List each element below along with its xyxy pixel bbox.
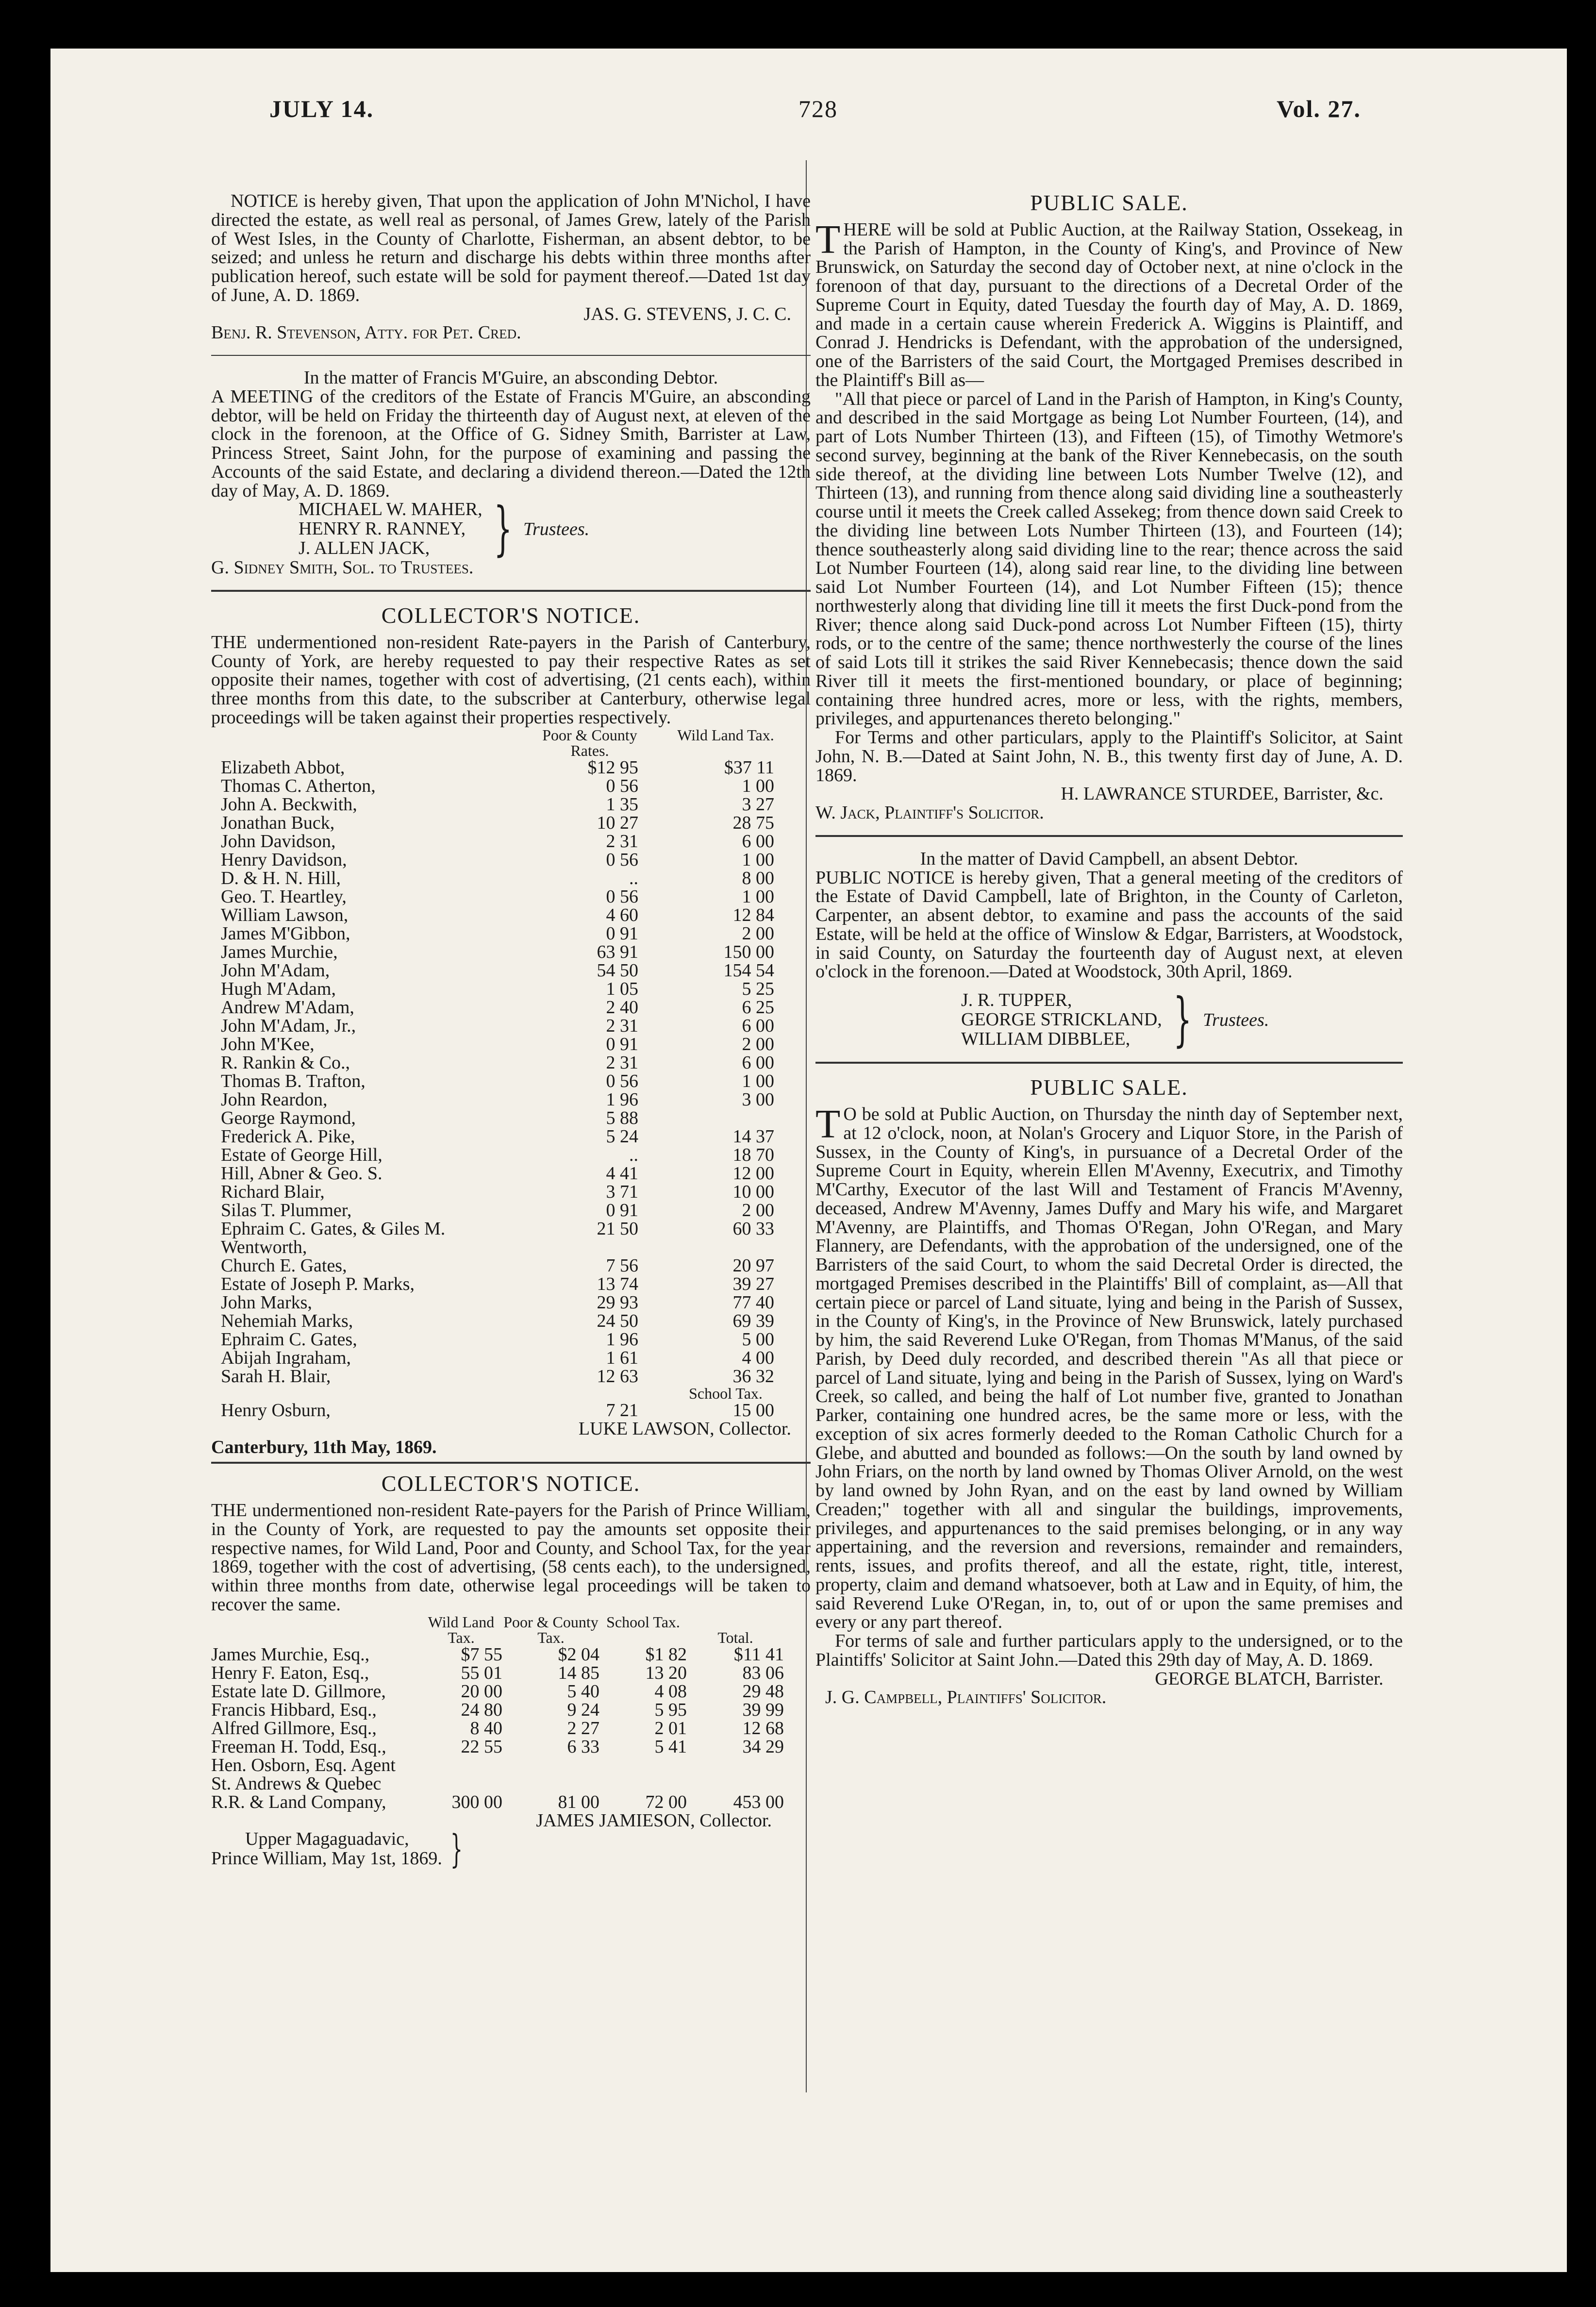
cell-value: 1 61 [606, 1347, 638, 1368]
ratepayer-name: John M'Adam, Jr., [221, 1015, 356, 1036]
cell-value: 1 96 [606, 1089, 638, 1110]
ratepayer-name: Andrew M'Adam, [221, 997, 354, 1018]
ratepayer-name: James Murchie, Esq., [211, 1644, 370, 1665]
trustee-name: GEORGE STRICKLAND, [961, 1009, 1162, 1030]
cell-value: 1 00 [742, 886, 774, 907]
column-header: Poor & County Tax. [503, 1613, 598, 1646]
cell-value: 10 00 [732, 1181, 774, 1202]
cell-value: 1 96 [606, 1329, 638, 1350]
cell-value: 6 33 [567, 1736, 599, 1757]
cell-value: 24 80 [461, 1699, 502, 1720]
cell-value: 453 00 [733, 1791, 784, 1812]
divider [815, 1062, 1403, 1064]
ratepayer-name: Nehemiah Marks, [221, 1310, 353, 1331]
table-row [221, 1293, 794, 1312]
table-row [221, 758, 794, 777]
cell-value: 7 21 [606, 1400, 638, 1421]
ratepayer-name: Ephraim C. Gates, [221, 1329, 357, 1350]
ratepayer-name: Church E. Gates, [221, 1255, 347, 1276]
cell-value: 4 41 [606, 1163, 638, 1184]
ratepayer-name: Hill, Abner & Geo. S. [221, 1163, 382, 1184]
ratepayer-name: Thomas B. Trafton, [221, 1070, 366, 1091]
cell-value: $12 95 [587, 757, 638, 778]
cell-value: 9 24 [567, 1699, 599, 1720]
table-row [221, 1367, 794, 1386]
notice-text: THE undermentioned non-resident Rate-payers for the Parish of Prince William, in the County of York, are requested to pay the amounts set opposite their respective names, for Wild Land, Poor and County, and School Tax, for the year 1869, together with the cost of advertising, (58 cents each), to the undersigned, within three months from date, otherwise legal proceedings will be taken to recover the same. [211, 1500, 811, 1615]
page-number: 728 [798, 95, 838, 122]
notice-heading: In the matter of David Campbell, an absent Debtor. [920, 848, 1298, 869]
cell-value: 300 00 [451, 1791, 502, 1812]
cell-value: 4 60 [606, 904, 638, 925]
mcnichol-notice [211, 192, 811, 342]
cell-value: 0 91 [606, 923, 638, 944]
cell-value: 0 56 [606, 849, 638, 870]
cell-value: 29 93 [597, 1292, 638, 1313]
table-row [211, 1701, 784, 1719]
cell-value: 10 27 [597, 812, 638, 833]
ratepayer-name: John M'Adam, [221, 960, 330, 981]
table-row [221, 980, 794, 998]
volume-number: Vol. 27. [1277, 95, 1361, 122]
sussex-public-sale [815, 1076, 1403, 1707]
cell-value: 20 97 [732, 1255, 774, 1276]
notice-solicitor: J. G. Campbell, Plaintiffs' Solicitor. [825, 1687, 1107, 1708]
notice-date: Canterbury, 11th May, 1869. [211, 1437, 437, 1458]
table-row [221, 1183, 794, 1201]
table-row [221, 1330, 794, 1349]
table-row [221, 1090, 794, 1109]
cell-value: 72 00 [645, 1791, 687, 1812]
table-row [211, 1682, 784, 1701]
cell-value: 3 00 [742, 1089, 774, 1110]
notice-title: PUBLIC SALE. [1030, 190, 1188, 215]
cell-value: $1 82 [645, 1644, 687, 1665]
cell-value: 83 06 [742, 1662, 784, 1683]
column-header: School Tax. [689, 1384, 763, 1402]
cell-value: 0 56 [606, 886, 638, 907]
cell-value: 2 31 [606, 1015, 638, 1036]
cell-value: 24 50 [597, 1310, 638, 1331]
cell-value: 1 00 [742, 849, 774, 870]
table-row [211, 1793, 784, 1811]
cell-value: 5 40 [567, 1681, 599, 1702]
cell-value: 12 84 [732, 904, 774, 925]
cell-value: 3 71 [606, 1181, 638, 1202]
cell-value: 12 00 [732, 1163, 774, 1184]
notice-signature: JAS. G. STEVENS, J. C. C. [583, 303, 791, 324]
cell-value: 55 01 [461, 1662, 502, 1683]
table-row [221, 1201, 794, 1220]
trustees-block [299, 495, 811, 563]
cell-value: 60 33 [732, 1218, 774, 1239]
ratepayer-name: John Reardon, [221, 1089, 328, 1110]
cell-value: 69 39 [732, 1310, 774, 1331]
notice-text: A MEETING of the creditors of the Estate of Francis M'Guire, an absconding debtor, will be held on Friday the thirteenth day of August next, at eleven of the clock in the forenoon, at the Office of G. Sidney Smith, Barrister at Law, Princess Street, Saint John, for the purpose of examining and passing the Accounts of the said Estate, and declaring a dividend thereon.—Dated the 12th day of May, A. D. 1869. [211, 386, 811, 501]
table-row [221, 1072, 794, 1090]
cell-value: 0 56 [606, 1070, 638, 1091]
mcguire-notice [211, 368, 811, 577]
cell-value: $11 41 [733, 1644, 784, 1665]
cell-value: 39 27 [732, 1273, 774, 1294]
cell-value: 1 35 [606, 794, 638, 815]
cell-value: 36 32 [732, 1366, 774, 1387]
cell-value: 0 91 [606, 1200, 638, 1220]
notice-date [211, 1826, 811, 1872]
ratepayer-name: John Marks, [221, 1292, 312, 1313]
divider [211, 590, 811, 592]
table-row [221, 1275, 794, 1293]
notice-solicitor: G. Sidney Smith, Sol. to Trustees. [211, 557, 474, 578]
trustee-name: J. ALLEN JACK, [299, 538, 430, 559]
cell-value: .. [629, 868, 638, 888]
cell-value: 3 27 [742, 794, 774, 815]
canterbury-rate-table [221, 727, 794, 1420]
table-row [221, 1220, 794, 1256]
cell-value: 5 25 [742, 978, 774, 999]
cell-value: 4 08 [654, 1681, 687, 1702]
cell-value: 14 85 [558, 1662, 599, 1683]
ratepayer-name: John A. Beckwith, [221, 794, 357, 815]
cell-value: 2 31 [606, 831, 638, 852]
column-header: Poor & County Rates. [542, 726, 637, 759]
cell-value: $2 04 [558, 1644, 599, 1665]
table-row [221, 1017, 794, 1035]
notice-terms: For terms of sale and further particulars apply to the undersigned, or to the Plaintiffs' Solicitor at Saint John.—Dated this 29th day of May, A. D. 1869. [815, 1631, 1403, 1670]
cell-value: 8 00 [742, 868, 774, 888]
notice-signature: LUKE LAWSON, Collector. [578, 1418, 791, 1439]
company-line: Hen. Osborn, Esq. Agent [211, 1755, 396, 1775]
notice-attorney: Benj. R. Stevenson, Atty. for Pet. Cred. [211, 322, 521, 343]
cell-value: 21 50 [597, 1218, 638, 1239]
cell-value: 6 25 [742, 997, 774, 1018]
table-row [221, 851, 794, 869]
notice-text: TO be sold at Public Auction, on Thursday the ninth day of September next, at 12 o'clock, noon, at Nolan's Grocery and Liquor Store, in the Parish of Sussex, in the County of King's, in pursuance of a Decretal Order of the Supreme Court in Equity, wherein Ellen M'Avenny, Executrix, and Timothy M'Carthy, Executor of the last Will and Testament of Francis M'Avenny, deceased, Andrew M'Avenny, James Duffy and Mary his wife, and Margaret M'Avenny, are Plaintiffs, and Thomas O'Regan, John O'Regan, and Mary Flannery, are Defendants, with the approbation of the undersigned, one of the Barristers of the said Court, to whom the said Decretal Order is directed, the mortgaged Premises described in the Plaintiffs' Bill of complaint, as—All that certain piece or parcel of Land situate, lying and being in the Parish of Sussex, in the County of King's, in the Province of New Brunswick, lately purchased by him, the said Reverend Luke O'Regan, from Thomas M'Manus, of the said Parish, by Deed duly recorded, and described therein "As all that piece or parcel of Land situate, lying and being in the Parish of Sussex, lying on Ward's Creek, so called, and being the half of Lot number five, granted to Jonathan Parker, containing one hundred acres, be the same more or less, with the exception of six acres formerly deeded to the Roman Catholic Church for a Glebe, and abutted and bounded as follows:—On the south by land owned by John Friars, on the north by land owned by Thomas Oliver Arnold, on the west by land owned by John Ryan, and on the east by land owned by William Creaden;" together with all and singular the buildings, improvements, privileges, and appurtenances to the said premises belonging, or in any way appertaining, and the reversion and reversions, remainder and remainders, rents, issues, and profits thereof, and all the estate, right, title, interest, property, claim and demand whatsoever, both at Law and in Equity, of him, the said Reverend Luke O'Regan, in, to, out of or upon the same premises and every or any part thereof. [815, 1102, 1403, 1633]
cell-value: 22 55 [461, 1736, 502, 1757]
cell-value: 14 37 [732, 1126, 774, 1147]
ratepayer-name: Abijah Ingraham, [221, 1347, 351, 1368]
trustee-name: MICHAEL W. MAHER, [299, 499, 482, 520]
left-column [211, 191, 811, 1872]
table-row [221, 1146, 794, 1164]
brace-glyph: } [450, 1826, 463, 1872]
cell-value: 6 00 [742, 831, 774, 852]
cell-value: 2 01 [654, 1718, 687, 1739]
ratepayer-name: George Raymond, [221, 1107, 356, 1128]
cell-value: 18 70 [732, 1144, 774, 1165]
cell-value: 1 00 [742, 1070, 774, 1091]
notice-signature: JAMES JAMIESON, Collector. [536, 1810, 772, 1831]
ratepayer-name: John Davidson, [221, 831, 336, 852]
cell-value: 13 20 [645, 1662, 687, 1683]
table-row [221, 924, 794, 943]
cell-value: 2 31 [606, 1052, 638, 1073]
table-row [211, 1664, 784, 1682]
column-header: Wild Land Tax. [677, 726, 774, 744]
cell-value: 39 99 [742, 1699, 784, 1720]
ratepayer-name: Elizabeth Abbot, [221, 757, 345, 778]
cell-value: 29 48 [742, 1681, 784, 1702]
cell-value: 7 56 [606, 1255, 638, 1276]
table-row [221, 1312, 794, 1330]
notice-heading: In the matter of Francis M'Guire, an absconding Debtor. [303, 368, 718, 388]
ratepayer-name: Francis Hibbard, Esq., [211, 1699, 377, 1720]
notice-title: COLLECTOR'S NOTICE. [381, 1471, 641, 1496]
column-header: Total. [717, 1628, 753, 1646]
table-row [211, 1719, 784, 1738]
column-header: Wild Land Tax. [428, 1613, 495, 1646]
cell-value: 5 24 [606, 1126, 638, 1147]
ratepayer-name: Jonathan Buck, [221, 812, 335, 833]
cell-value: 1 05 [606, 978, 638, 999]
table-row [221, 777, 794, 795]
table-row [211, 1645, 784, 1664]
cell-value: 5 88 [606, 1107, 638, 1128]
cell-value: 13 74 [597, 1273, 638, 1294]
notice-title: PUBLIC SALE. [1030, 1075, 1188, 1100]
notice-text: THERE will be sold at Public Auction, at the Railway Station, Ossekeag, in the Parish of Hampton, in the County of King's, and Province of New Brunswick, on Saturday the second day of October next, at nine o'clock in the forenoon of that day, pursuant to the directions of a Decretal Order of the Supreme Court in Equity, dated Tuesday the fourth day of May, A. D. 1869, and made in a certain cause wherein Frederick A. Wiggins is Plaintiff, and Conrad J. Hendricks is Defendant, with the approbation of the undersigned, one of the Barristers of the said Court, the Mortgaged Premises described in the Plaintiff's Bill as— [815, 217, 1403, 390]
campbell-notice [815, 848, 1403, 1054]
cell-value: 81 00 [558, 1791, 599, 1812]
trustee-name: WILLIAM DIBBLEE, [961, 1029, 1130, 1050]
divider [211, 355, 811, 356]
ratepayer-name: Geo. T. Heartley, [221, 886, 347, 907]
cell-value: 2 00 [742, 1034, 774, 1054]
ratepayer-name: Thomas C. Atherton, [221, 775, 376, 796]
table-row [221, 1256, 794, 1275]
table-row [221, 1035, 794, 1053]
cell-value: $7 55 [461, 1644, 502, 1665]
notice-text: PUBLIC NOTICE is hereby given, That a general meeting of the creditors of the Estate of David Campbell, late of Brighton, in the County of Carleton, Carpenter, an absent debtor, to examine and pass the accounts of the said Estate, will be held at the office of Winslow & Edgar, Barristers, at Woodstock, in said County, on Saturday the fourteenth day of August next, at eleven o'clock in the forenoon.—Dated at Woodstock, 30th April, 1869. [815, 867, 1403, 982]
ratepayer-name: R. Rankin & Co., [221, 1052, 350, 1073]
table-row [221, 961, 794, 980]
table-row [221, 1053, 794, 1072]
ratepayer-name: James Murchie, [221, 941, 338, 962]
cell-value: $37 11 [724, 757, 774, 778]
cell-value: 77 40 [732, 1292, 774, 1313]
cell-value: 12 68 [742, 1718, 784, 1739]
property-description: "All that piece or parcel of Land in the Parish of Hampton, in King's County, and described in the said Mortgage as being Lot Number Fourteen, (14), and part of Lots Number Thirteen (13), and Fifteen (15), of Timothy Wetmore's second survey, beginning at the bank of the River Kennebecasis, on the south side thereof, at the dividing line between Lots Number Twelve (12), and Thirteen (13), and running from thence along said dividing line a southeasterly course until it meets the Creek called Assekeg; from thence down said Creek to the dividing line between Lots Number Thirteen (13), and Fourteen (14); thence southeasterly along said dividing line to the rear; thence across the said Lot Number Fourteen (14), along said rear line, to the dividing line between said Lot Number Fourteen (14), and Lot Number Fifteen (15); thence northwesterly along that dividing line till it meets the first Duck-pond from the River; thence along said Duck-pond across Lot Number Fifteen (15), thirty rods, or to the centre of the same; thence northwesterly the course of the lines of said Lots till it strikes the said River Kennebecasis; thence down the said River till it meets the first-mentioned boundary, or place of beginning; containing three hundred acres, more or less, with the rights, members, privileges, and appurtenances thereto belonging." [815, 388, 1403, 729]
right-column [815, 192, 1403, 1707]
ratepayer-name: Henry F. Eaton, Esq., [211, 1662, 369, 1683]
table-row [221, 998, 794, 1017]
table-row [221, 869, 794, 887]
ratepayer-name: James M'Gibbon, [221, 923, 350, 944]
ratepayer-name: Frederick A. Pike, [221, 1126, 355, 1147]
ratepayer-name: Hugh M'Adam, [221, 978, 336, 999]
prince-william-collector-notice [211, 1471, 811, 1872]
table-row [221, 887, 794, 906]
ratepayer-name: William Lawson, [221, 904, 349, 925]
notice-solicitor: W. Jack, Plaintiff's Solicitor. [815, 802, 1044, 823]
cell-value [658, 1109, 794, 1127]
column-header: School Tax. [606, 1613, 680, 1631]
trustees-block [961, 986, 1403, 1054]
trustees-label: Trustees. [1203, 1009, 1269, 1030]
table-row [221, 795, 794, 814]
ratepayer-name: Estate of Joseph P. Marks, [221, 1273, 415, 1294]
notice-title: COLLECTOR'S NOTICE. [381, 603, 641, 628]
table-row [221, 1164, 794, 1183]
table-row [221, 1401, 794, 1420]
ratepayer-name: Henry Davidson, [221, 849, 347, 870]
cell-value: 12 63 [597, 1366, 638, 1387]
table-row [211, 1738, 784, 1756]
table-row [221, 943, 794, 961]
cell-value: 4 00 [742, 1347, 774, 1368]
prince-william-tax-table [211, 1614, 784, 1811]
cell-value: 15 00 [732, 1400, 774, 1421]
notice-terms: For Terms and other particulars, apply to the Plaintiff's Solicitor, at Saint John, N. B.—Dated at Saint John, N. B., this twenty first day of June, A. D. 1869. [815, 727, 1403, 786]
table-row [221, 814, 794, 832]
cell-value: 6 00 [742, 1015, 774, 1036]
ratepayer-name: Henry Osburn, [221, 1400, 331, 1421]
table-row [221, 1127, 794, 1146]
date-line: Prince William, May 1st, 1869. [211, 1848, 442, 1869]
cell-value: 0 56 [606, 775, 638, 796]
cell-value: 20 00 [461, 1681, 502, 1702]
cell-value: 0 91 [606, 1034, 638, 1054]
table-row [221, 1109, 794, 1127]
notice-signature: GEORGE BLATCH, Barrister. [1155, 1668, 1383, 1689]
cell-value: 2 00 [742, 1200, 774, 1220]
ratepayer-name: Estate of George Hill, [221, 1144, 382, 1165]
company-line: St. Andrews & Quebec [211, 1773, 382, 1794]
cell-value: 63 91 [597, 941, 638, 962]
cell-value: 6 00 [742, 1052, 774, 1073]
hampton-public-sale [815, 192, 1403, 822]
ratepayer-name: Freeman H. Todd, Esq., [211, 1736, 386, 1757]
ratepayer-name: D. & H. N. Hill, [221, 868, 341, 888]
brace-glyph: } [493, 495, 512, 563]
ratepayer-name: Ephraim C. Gates, & Giles M. Wentworth, [221, 1218, 446, 1257]
trustee-name: J. R. TUPPER, [961, 990, 1072, 1011]
notice-text: NOTICE is hereby given, That upon the application of John M'Nichol, I have directed the estate, as well real as personal, of James Grew, lately of the Parish of West Isles, in the County of Charlotte, Fisherman, an absent debtor, to be seized; and unless he return and discharge his debts within three months after publication hereof, such estate will be sold for payment thereof.—Dated 1st day of June, A. D. 1869. [211, 191, 811, 305]
cell-value: 2 00 [742, 923, 774, 944]
table-row [221, 906, 794, 924]
cell-value: 5 95 [654, 1699, 687, 1720]
trustee-name: HENRY R. RANNEY, [299, 518, 466, 539]
trustees-label: Trustees. [523, 518, 590, 539]
cell-value: 34 29 [742, 1736, 784, 1757]
cell-value: 8 40 [470, 1718, 502, 1739]
cell-value: 2 27 [567, 1718, 599, 1739]
notice-text: THE undermentioned non-resident Rate-payers in the Parish of Canterbury, County of York, are hereby requested to pay their respective Rates as set opposite their names, together with cost of advertising, (21 cents each), within three months from this date, to the subscriber at Canterbury, otherwise legal proceedings will be taken against their properties respectively. [211, 632, 811, 728]
cell-value: 150 00 [723, 941, 774, 962]
cell-value: 5 41 [654, 1736, 687, 1757]
divider [815, 835, 1403, 837]
cell-value: .. [629, 1144, 638, 1165]
brace-glyph: } [1173, 986, 1192, 1054]
ratepayer-name: Alfred Gillmore, Esq., [211, 1718, 377, 1739]
notice-signature: H. LAWRANCE STURDEE, Barrister, &c. [1061, 784, 1383, 804]
date-line: Upper Magaguadavic, [245, 1829, 409, 1850]
ratepayer-name: Richard Blair, [221, 1181, 325, 1202]
company-line: R.R. & Land Company, [211, 1791, 386, 1812]
ratepayer-name: Estate late D. Gillmore, [211, 1681, 386, 1702]
ratepayer-name: Sarah H. Blair, [221, 1366, 331, 1387]
cell-value: 154 54 [723, 960, 774, 981]
issue-date: JULY 14. [269, 95, 374, 122]
cell-value: 5 00 [742, 1329, 774, 1350]
table-row [221, 832, 794, 851]
table-row [221, 1349, 794, 1367]
divider [211, 1462, 811, 1464]
ratepayer-name: John M'Kee, [221, 1034, 315, 1054]
cell-value: 2 40 [606, 997, 638, 1018]
ratepayer-name: Silas T. Plummer, [221, 1200, 352, 1220]
canterbury-collector-notice [211, 604, 811, 1457]
cell-value: 1 00 [742, 775, 774, 796]
cell-value: 28 75 [732, 812, 774, 833]
cell-value: 54 50 [597, 960, 638, 981]
